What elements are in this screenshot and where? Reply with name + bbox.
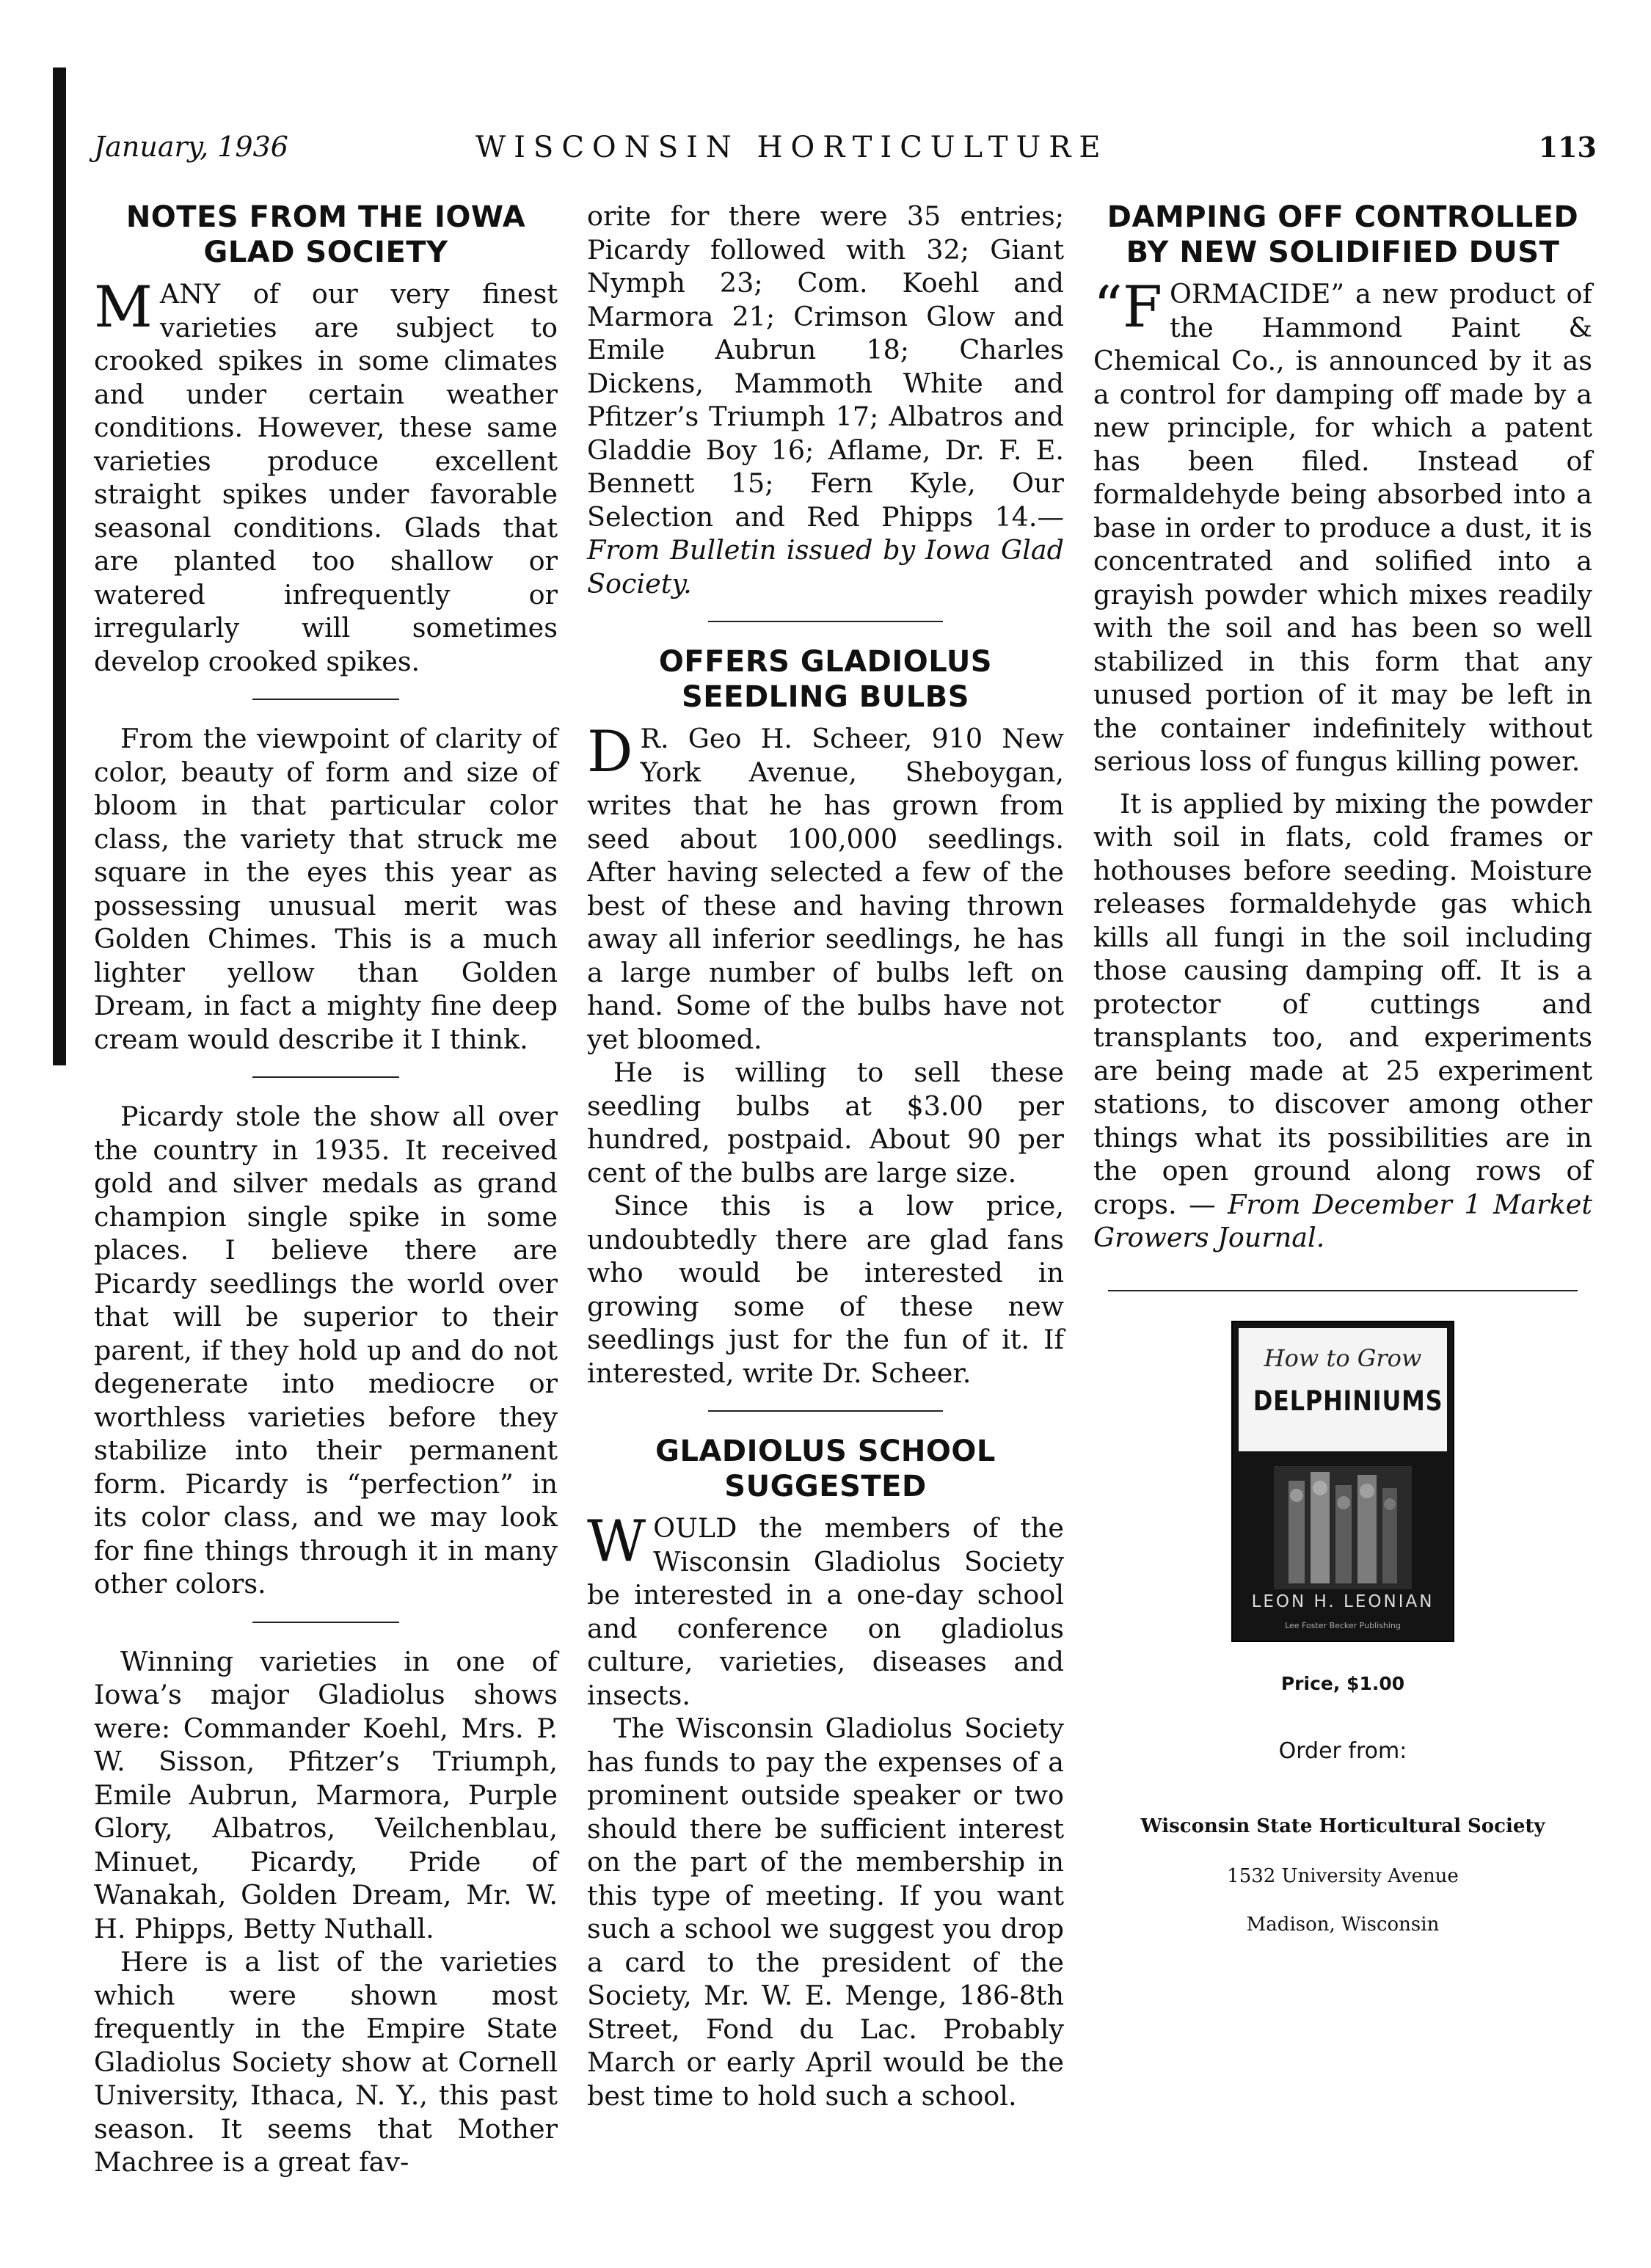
iowa-article-heading: NOTES FROM THE IOWA GLAD SOCIETY: [125, 200, 526, 269]
running-head: [94, 131, 1597, 175]
iowa-paragraph-2: From the viewpoint of clarity of color, beauty of form and size of bloom in that particular color class, the variety that struck me square in the eyes this year as possessing unusual merit was Golden Chimes. This is a much lighter yellow than Golden Dream, in fact a mighty fine deep cream would describe it I think.: [94, 723, 558, 1055]
damping-paragraph-1-text: ORMACIDE” a new product of the Hammond Paint & Chemical Co., is announced by it as a control for damping off made by a new principle, for which a patent has been filed. Instead of formaldehyde being absorbed into a base in order to produce a dust, it is concentrated and solified into a grayish powder which mixes readily with the soil and has been so well stabilized in this form that any unused portion of it may be left in the container indefinitely without serious loss of fungus killing power.: [1093, 278, 1592, 777]
school-article-heading: GLADIOLUS SCHOOL SUGGESTED: [655, 1434, 996, 1503]
iowa-paragraph-3: Picardy stole the show all over the country in 1935. It received gold and silver medals as grand champion single spike in some places. I believe there are Picardy seedlings the world over that will be superior to their parent, if they hold up and do not degenerate into mediocre or worthless varieties before they stabilize into their permanent form. Picardy is “perfection” in its color class, and we may look for fine things through it in many other colors.: [94, 1101, 558, 1600]
column-middle: [587, 200, 1064, 2112]
school-paragraph-2: The Wisconsin Gladiolus Society has funds to pay the expenses of a prominent outside speaker or two should there be sufficient interest on the part of the membership in this type of meeting. If you want such a school we suggest you drop a card to the president of the Society, Mr. W. E. Menge, 186-8th Street, Fond du Lac. Probably March or early April would be the best time to hold such a school.: [587, 1713, 1064, 2112]
issue-date: January, 1936: [94, 131, 288, 163]
damping-paragraph-1: [1093, 274, 1592, 779]
order-city: Madison, Wisconsin: [1246, 1913, 1440, 1936]
section-divider: [708, 1410, 943, 1412]
iowa-paragraph-4: Winning varieties in one of Iowa’s major Gladiolus shows were: Commander Koehl, Mrs. P. W. Sisson, Pfitzer’s Triumph, Emile Aubrun, Marmora, Purple Glory, Albatros, Veilchenblau, Minuet, Picardy, Pride of Wanakah, Golden Dream, Mr. W. H. Phipps, Betty Nuthall.: [94, 1645, 558, 1944]
section-divider: [252, 699, 399, 700]
damping-dropcap: “F: [1093, 274, 1162, 340]
page-spine-bar: [53, 68, 66, 1065]
book-price: Price, $1.00: [1280, 1672, 1405, 1694]
book-publisher: Lee Foster Becker Publishing: [1285, 1620, 1401, 1630]
damping-paragraph-2: [1093, 787, 1592, 1255]
book-title: DELPHINIUMS: [1253, 1385, 1443, 1417]
seedling-dropcap: D: [587, 719, 633, 785]
iowa-paragraph-6-text: orite for there were 35 entries; Picardy followed with 32; Giant Nymph 23; Com. Koehl and Marmora 21; Crimson Glow and Emile Aubrun 18; Charles Dickens, Mammoth White and Pfitzer’s Triumph 17; Albatros and Gladdie Boy 16; Aflame, Dr. F. E. Bennett 15; Fern Kyle, Our Selection and Red Phipps 14.: [587, 200, 1064, 533]
order-address: 1532 University Avenue: [1227, 1864, 1459, 1887]
section-divider: [1108, 1290, 1578, 1291]
seedling-paragraph-2: He is willing to sell these seedling bulbs at $3.00 per hundred, postpaid. About 90 per cent of the bulbs are large size.: [587, 1057, 1064, 1189]
order-organization: Wisconsin State Horticultural Society: [1140, 1815, 1545, 1837]
book-advertisement: [1093, 1321, 1592, 1936]
iowa-paragraph-6: [587, 200, 1064, 600]
book-cover-image: [1231, 1321, 1454, 1642]
iowa-paragraph-1-text: ANY of our very finest varieties are subject to crooked spikes in some climates and under certain weather conditions. However, these same varieties produce excellent straight spikes under favorable seasonal conditions. Glads that are planted too shallow or watered infrequently or irregularly will sometimes develop crooked spikes.: [94, 278, 558, 677]
seedling-paragraph-1-text: R. Geo H. Scheer, 910 New York Avenue, Sheboygan, writes that he has grown from seed about 100,000 seedlings. After having selected a few of the best of these and having thrown away all inferior seedlings, he has a large number of bulbs left on hand. Some of the bulbs have not yet bloomed.: [587, 723, 1064, 1055]
school-dropcap: W: [587, 1509, 646, 1575]
book-author: LEON H. LEONIAN: [1251, 1591, 1435, 1611]
iowa-dropcap: M: [94, 274, 153, 340]
seedling-article-heading: OFFERS GLADIOLUS SEEDLING BULBS: [658, 645, 993, 714]
section-divider: [252, 1076, 399, 1078]
book-cover-label: [1239, 1328, 1447, 1451]
column-left: [94, 200, 558, 2179]
damping-paragraph-2-text: It is applied by mixing the powder with soil in flats, cold frames or hothouses before seeding. Moisture releases formaldehyde gas which kills all fungi in the soil including those causing damping off. It is a protector of cuttings and transplants too, and experiments are being made at 25 experiment stations, to discover among other things what its possibilities are in the open ground along rows of crops.: [1093, 787, 1592, 1220]
school-paragraph-1-text: OULD the members of the Wisconsin Gladiolus Society be interested in a one-day school and conference on gladiolus culture, varieties, diseases and insects.: [587, 1512, 1064, 1711]
order-label: Order from:: [1278, 1738, 1407, 1764]
page-number: 113: [1538, 131, 1597, 164]
book-subtitle: How to Grow: [1264, 1343, 1422, 1372]
section-divider: [708, 621, 943, 622]
delphinium-illustration: [1274, 1466, 1412, 1589]
damping-article-heading: DAMPING OFF CONTROLLED BY NEW SOLIDIFIED DUST: [1107, 200, 1579, 269]
column-right: [1093, 200, 1592, 1936]
damping-source-citation: — From December 1 Market Growers Journal.: [1093, 1188, 1593, 1253]
iowa-source-citation: —From Bulletin issued by Iowa Glad Society.: [587, 500, 1064, 599]
school-paragraph-1: [587, 1509, 1064, 1712]
iowa-paragraph-5: Here is a list of the varieties which were shown most frequently in the Empire State Gladiolus Society show at Cornell University, Ithaca, N. Y., this past season. It seems that Mother Machree is a great fav-: [94, 1946, 558, 2178]
publication-title: WISCONSIN HORTICULTURE: [475, 131, 1109, 164]
iowa-paragraph-1: [94, 274, 558, 678]
seedling-paragraph-1: [587, 719, 1064, 1056]
section-divider: [252, 1622, 399, 1623]
seedling-paragraph-3: Since this is a low price, undoubtedly there are glad fans who would be interested in growing some of these new seedlings just for the fun of it. If interested, write Dr. Scheer.: [587, 1190, 1064, 1389]
